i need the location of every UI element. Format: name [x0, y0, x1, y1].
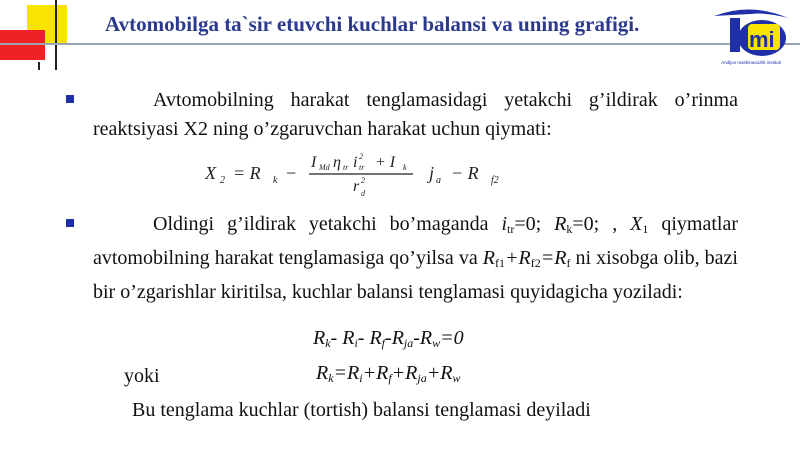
corner-red-square — [0, 30, 45, 60]
eq2-rf-sub: f — [388, 371, 392, 385]
rf-sub: f — [566, 256, 571, 270]
formula-den-sup: 2 — [361, 176, 365, 185]
paragraph-2-part3: =0; , — [572, 213, 631, 235]
logo-caption: Andijon mashinasozlik instituti — [721, 60, 781, 65]
eq1-op4: - — [413, 327, 420, 349]
x1-symbol: X — [630, 213, 643, 235]
eq1-rf-sub: f — [381, 336, 386, 350]
yoki-label: yoki — [124, 365, 160, 387]
formula-num-k-sub: k — [403, 163, 407, 172]
logo-letters: mi — [749, 27, 775, 52]
bullet-2 — [66, 219, 74, 227]
paragraph-2-part2: =0; — [514, 213, 555, 235]
header-divider — [0, 43, 800, 45]
eq2-op4: + — [426, 362, 441, 384]
formula-num-itr-sup: 2 — [359, 152, 363, 161]
formula-den-sub: d — [361, 189, 365, 198]
corner-small-line — [38, 62, 40, 70]
conclusion-text: Bu tenglama kuchlar (tortish) balansi tenglamasi deyiladi — [132, 399, 591, 421]
eq1-op3: - — [385, 327, 392, 349]
eq1-rw: R — [419, 327, 433, 349]
eq2-op1: = — [333, 362, 348, 384]
eq2-op2: + — [362, 362, 377, 384]
eq1-op1: - — [330, 327, 343, 349]
formula-x-sub: 2 — [220, 175, 225, 186]
eq2-rja: R — [405, 362, 418, 384]
eq2-rja-sub: ja — [417, 371, 427, 385]
institute-logo — [706, 4, 796, 74]
formula-rk-sub: k — [273, 175, 278, 186]
formula-tail: − R — [451, 163, 479, 183]
rk-sub: k — [566, 222, 573, 236]
eq2-ri-sub: i — [359, 371, 363, 385]
formula-num-i-sub: Md — [319, 163, 330, 172]
paragraph-2-part1: Oldingi g’ildirak yetakchi bo’maganda — [153, 213, 502, 235]
formula-num-itr-sub: tr — [359, 163, 365, 172]
rf2-symbol: R — [518, 247, 531, 269]
paragraph-2-part5: ni xisobga olib, bazi bir o’zgarishlar kiritilsa, kuchlar balansi tenglamasi quyidagicha yoziladi: — [93, 247, 738, 303]
paragraph-2 — [93, 210, 738, 307]
x1-sub: 1 — [642, 222, 649, 236]
rf-symbol: R — [554, 247, 567, 269]
formula-num-eta-sub: tr — [343, 163, 349, 172]
formula-j-sub: a — [436, 175, 441, 186]
eq1-end: =0 — [440, 327, 464, 349]
eq1-rf: R — [369, 327, 382, 349]
paragraph-1-text: Avtomobilning harakat tenglamasidagi yetakchi g’ildirak o’rinma reaktsiyasi X2 ning o’zgaruvchan harakat uchun qiymati: — [93, 89, 738, 140]
formula-x: X — [205, 163, 216, 183]
paragraph-1 — [93, 86, 738, 144]
paragraph-2-part4: qiymatlar avtomobilning harakat tenglamasiga qo’yilsa va — [93, 213, 738, 269]
eq2-rf: R — [376, 362, 389, 384]
eq2-rw-sub: w — [452, 371, 461, 385]
slide-title: Avtomobilga ta`sir etuvchi kuchlar balansi va uning grafigi. — [105, 12, 640, 36]
eq1-rw-sub: w — [432, 336, 441, 350]
corner-vertical-line — [55, 0, 57, 70]
plus-symbol: + — [505, 247, 519, 269]
eq1-rja: R — [391, 327, 404, 349]
balance-equation-alt — [316, 362, 460, 386]
rf2-sub: f2 — [530, 256, 541, 270]
eq2-op3: + — [391, 362, 406, 384]
formula-j: j — [429, 163, 435, 183]
reaction-formula — [203, 150, 523, 198]
eq1-rk-sub: k — [325, 336, 331, 350]
rf1-symbol: R — [482, 247, 495, 269]
eq1-ri: R — [342, 327, 355, 349]
bullet-1 — [66, 95, 74, 103]
eq2-rk-sub: k — [328, 371, 334, 385]
balance-equation — [313, 327, 464, 351]
formula-num-itr: i — [353, 154, 358, 171]
itr-sub: tr — [507, 222, 515, 236]
formula-den-r: r — [353, 178, 360, 195]
formula-num-eta: η — [333, 154, 341, 171]
formula-eq-r: = R — [233, 163, 261, 183]
rf1-sub: f1 — [495, 256, 505, 270]
eq1-rja-sub: ja — [403, 336, 414, 350]
equals-symbol: = — [540, 247, 555, 269]
eq2-ri: R — [347, 362, 360, 384]
eq1-rk: R — [313, 327, 326, 349]
formula-num-plus: + I — [375, 154, 396, 171]
eq1-ri-sub: i — [354, 336, 358, 350]
formula-num-i: I — [311, 154, 317, 171]
formula-minus: − — [285, 163, 298, 183]
formula-tail-sub: f2 — [491, 175, 499, 186]
eq2-rw: R — [440, 362, 453, 384]
rk-symbol: R — [554, 213, 567, 235]
eq1-op2: - — [357, 327, 370, 349]
eq2-rk: R — [316, 362, 329, 384]
itr-symbol: i — [501, 213, 508, 235]
